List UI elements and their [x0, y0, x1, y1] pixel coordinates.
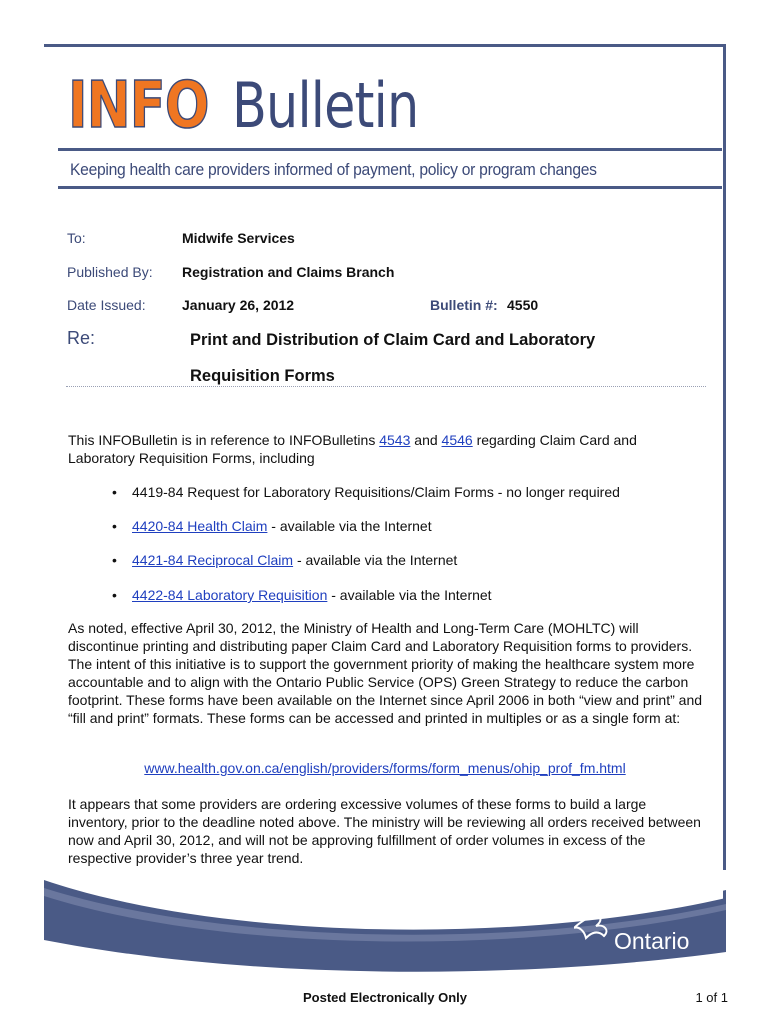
published-value: Registration and Claims Branch — [182, 264, 395, 280]
masthead-info: INFO — [68, 69, 209, 143]
re-label: Re: — [67, 328, 96, 348]
bullet-dot-icon: • — [112, 552, 117, 568]
body-paragraph-2: As noted, effective April 30, 2012, the Ministry of Health and Long-Term Care (MOHLTC) will discontinue printing and distributing paper Claim Card and Laboratory Requisition forms to providers. The intent of this initiative is to support the government priority of making the healthcare system more accountable and to align with the Ontario Public Service (OPS) Green Strategy to reduce the carbon footprint. These forms have been available on the Internet since April 2006 in both “view and print” and “fill and print” formats. These forms can be accessed and printed in multiples or as a single form at: — [68, 620, 703, 726]
re-title-line1: Print and Distribution of Claim Card and Laboratory — [190, 331, 596, 349]
form-4421-link[interactable]: 4421-84 Reciprocal Claim — [132, 552, 294, 568]
masthead-rule-top — [58, 148, 722, 151]
form-4420-link[interactable]: 4420-84 Health Claim — [132, 518, 268, 534]
form-4422-link[interactable]: 4422-84 Laboratory Requisition — [132, 587, 328, 603]
bullet-text: - available via the Internet — [327, 587, 492, 603]
list-item — [112, 587, 492, 603]
to-label: To: — [67, 230, 86, 246]
posted-electronically: Posted Electronically Only — [303, 990, 467, 1005]
re-divider — [66, 386, 706, 387]
masthead-rule-bottom — [58, 186, 722, 189]
re-title-line2: Requisition Forms — [190, 367, 335, 385]
bullet-dot-icon: • — [112, 484, 117, 500]
bulletin-4546-link[interactable]: 4546 — [441, 432, 473, 448]
intro-paragraph — [68, 431, 704, 467]
ontario-logo-text: Ontario — [614, 928, 690, 954]
list-item — [112, 552, 457, 568]
intro-text-2: and — [410, 432, 442, 448]
forms-url-text[interactable]: www.health.gov.on.ca/english/providers/forms/form_menus/ohip_prof_fm.html — [144, 760, 626, 776]
bullet-text: - available via the Internet — [267, 518, 432, 534]
date-value: January 26, 2012 — [182, 297, 295, 313]
page-number: 1 of 1 — [695, 990, 728, 1005]
bulletin-4543-link[interactable]: 4543 — [379, 432, 411, 448]
bullet-text: 4419-84 Request for Laboratory Requisitions/Claim Forms - no longer required — [132, 484, 620, 500]
list-item — [112, 518, 432, 534]
bulletin-number-value: 4550 — [507, 297, 539, 313]
masthead-logo — [68, 66, 419, 146]
bullet-dot-icon: • — [112, 587, 117, 603]
intro-text-3: regarding Claim Card and Laboratory Requisition Forms, including — [68, 432, 637, 466]
body-paragraph-3: It appears that some providers are ordering excessive volumes of these forms to build a large inventory, prior to the deadline noted above. The ministry will be reviewing all orders received between now and April 30, 2012, and will not be approving fulfillment of order volumes in excess of the respective provider’s three year trend. — [68, 796, 701, 866]
list-item — [112, 484, 620, 500]
bulletin-number-label: Bulletin #: — [430, 297, 498, 313]
bullet-text: - available via the Internet — [293, 552, 458, 568]
masthead-bulletin: Bulletin — [232, 69, 419, 142]
forms-url-link[interactable] — [0, 760, 770, 776]
to-value: Midwife Services — [182, 230, 295, 246]
intro-text-1: This INFOBulletin is in reference to INFOBulletins — [68, 432, 380, 448]
bullet-dot-icon: • — [112, 518, 117, 534]
published-label: Published By: — [67, 264, 153, 280]
masthead-tagline: Keeping health care providers informed of payment, policy or program changes — [70, 160, 597, 179]
date-label: Date Issued: — [67, 297, 146, 313]
